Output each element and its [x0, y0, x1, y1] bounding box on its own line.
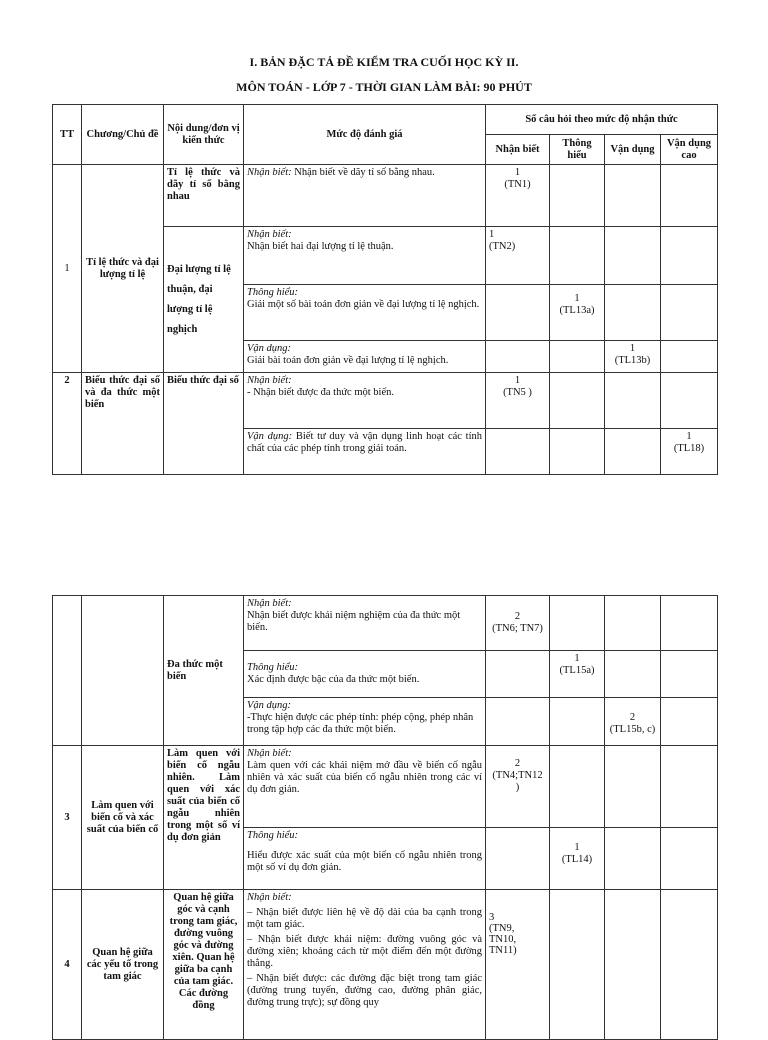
count-thonghieu [550, 698, 605, 746]
row-tt: 4 [53, 890, 82, 1040]
level-text: Biết tư duy và vận dụng linh hoạt các tính chất của các phép tính trong giải toán. [247, 431, 482, 454]
level-label: Vận dụng: [247, 343, 292, 354]
level-label: Thông hiểu: [247, 662, 299, 673]
count-vandung [605, 890, 661, 1040]
count-nhanbiet [486, 429, 550, 475]
header-vandungcao: Vận dụng cao [661, 135, 718, 165]
row-noidung: Đại lượng tỉ lệ thuận, đại lượng tỉ lệ nghịch [164, 227, 244, 373]
count-vandungcao [661, 746, 718, 828]
count-thonghieu [550, 373, 605, 429]
count-vandung [605, 746, 661, 828]
count-vandungcao [661, 890, 718, 1040]
count-vandung [605, 285, 661, 341]
row-mucdo [244, 651, 486, 698]
header-socau: Số câu hỏi theo mức độ nhận thức [486, 105, 718, 135]
level-label: Nhận biết: [247, 167, 292, 178]
count-vandungcao [661, 596, 718, 651]
document-subtitle: MÔN TOÁN - LỚP 7 - THỜI GIAN LÀM BÀI: 90 PHÚT [236, 80, 532, 94]
count-thonghieu [550, 165, 605, 227]
level-label: Vận dụng: [247, 700, 292, 711]
level-bullet: – Nhận biết được khái niệm: đường vuông góc và đường xiên; khoảng cách từ một điểm đến một đường thẳng. [247, 934, 482, 969]
count-vandung [605, 373, 661, 429]
row-mucdo [244, 746, 486, 828]
header-thonghieu: Thông hiểu [550, 135, 605, 165]
count-thonghieu [550, 429, 605, 475]
level-label: Thông hiểu: [247, 830, 299, 841]
row-noidung: Làm quen với biến cố ngẫu nhiên. Làm quen với xác suất của biến cố ngẫu nhiên trong một số ví dụ đơn giản [164, 746, 244, 890]
count-nhanbiet: 1 (TN2) [486, 227, 550, 285]
row-noidung: Đa thức một biến [164, 596, 244, 746]
spec-table-part2 [52, 595, 718, 1040]
count-vandungcao [661, 698, 718, 746]
count-thonghieu [550, 227, 605, 285]
row-chuong [82, 596, 164, 746]
count-nhanbiet: 1 (TN1) [486, 165, 550, 227]
level-label: Nhận biết: [247, 375, 292, 386]
count-thonghieu [550, 746, 605, 828]
row-mucdo [244, 227, 486, 285]
row-mucdo [244, 698, 486, 746]
level-text: Xác định được bậc của đa thức một biến. [247, 674, 420, 685]
count-vandung [605, 596, 661, 651]
count-vandung [605, 227, 661, 285]
row-noidung: Biểu thức đại số [164, 373, 244, 475]
count-nhanbiet [486, 651, 550, 698]
level-text: -Thực hiện được các phép tính: phép cộng, phép nhân trong tập hợp các đa thức một biến. [247, 712, 474, 735]
count-vandungcao [661, 828, 718, 890]
level-label: Nhận biết: [247, 598, 292, 609]
count-thonghieu [550, 890, 605, 1040]
count-thonghieu [550, 341, 605, 373]
level-text: Nhận biết về dãy tỉ số bằng nhau. [291, 167, 435, 178]
row-mucdo [244, 373, 486, 429]
row-tt: 1 [53, 165, 82, 373]
count-vandungcao: 1 (TL18) [661, 429, 718, 475]
count-nhanbiet: 2 (TN6; TN7) [486, 596, 550, 651]
level-text: - Nhận biết được đa thức một biến. [247, 387, 394, 398]
spec-table-part1 [52, 104, 718, 475]
count-nhanbiet: 2 (TN4;TN12 ) [486, 746, 550, 828]
document-title: I. BẢN ĐẶC TẢ ĐỀ KIỂM TRA CUỐI HỌC KỲ II. [249, 55, 519, 69]
count-vandungcao [661, 373, 718, 429]
count-nhanbiet [486, 285, 550, 341]
row-mucdo [244, 429, 486, 475]
level-label: Nhận biết: [247, 748, 292, 759]
row-noidung: Tỉ lệ thức và dãy tỉ số bằng nhau [164, 165, 244, 227]
row-chuong: Tỉ lệ thức và đại lượng tỉ lệ [82, 165, 164, 373]
count-vandung [605, 429, 661, 475]
row-chuong: Biểu thức đại số và đa thức một biến [82, 373, 164, 475]
count-thonghieu [550, 596, 605, 651]
header-noidung: Nội dung/đơn vị kiến thức [164, 105, 244, 165]
header-chuong: Chương/Chủ đề [82, 105, 164, 165]
row-tt: 3 [53, 746, 82, 890]
row-mucdo [244, 165, 486, 227]
count-vandungcao [661, 165, 718, 227]
count-vandungcao [661, 285, 718, 341]
count-vandung [605, 165, 661, 227]
count-vandung: 2 (TL15b, c) [605, 698, 661, 746]
level-text: Giải bài toán đơn giản về đại lượng tỉ lệ nghịch. [247, 355, 449, 366]
row-mucdo [244, 828, 486, 890]
row-mucdo [244, 596, 486, 651]
count-vandungcao [661, 341, 718, 373]
count-thonghieu: 1 (TL14) [550, 828, 605, 890]
count-nhanbiet: 1 (TN5 ) [486, 373, 550, 429]
header-tt: TT [53, 105, 82, 165]
level-label: Nhận biết: [247, 892, 292, 903]
count-nhanbiet [486, 698, 550, 746]
header-nhanbiet: Nhận biết [486, 135, 550, 165]
row-tt [53, 596, 82, 746]
row-mucdo [244, 285, 486, 341]
level-text: Hiểu được xác suất của một biến cố ngẫu nhiên trong một số ví dụ đơn giản. [247, 850, 482, 873]
level-text: Nhận biết hai đại lượng tỉ lệ thuận. [247, 241, 394, 252]
count-nhanbiet [486, 828, 550, 890]
count-vandungcao [661, 651, 718, 698]
header-vandung: Vận dụng [605, 135, 661, 165]
count-thonghieu: 1 (TL13a) [550, 285, 605, 341]
level-label: Thông hiểu: [247, 287, 299, 298]
level-text: Làm quen với các khái niệm mở đầu về biến cố ngẫu nhiên và xác suất của biến cố ngẫu nhiên trong các ví dụ đơn giản. [247, 760, 482, 795]
row-mucdo [244, 890, 486, 1040]
count-thonghieu: 1 (TL15a) [550, 651, 605, 698]
count-nhanbiet: 3 (TN9, TN10, TN11) [486, 890, 550, 1040]
level-bullet: – Nhận biết được liên hệ về độ dài của ba cạnh trong một tam giác. [247, 907, 482, 930]
row-mucdo [244, 341, 486, 373]
count-vandung [605, 651, 661, 698]
row-noidung: Quan hệ giữa góc và cạnh trong tam giác, đường vuông góc và đường xiên. Quan hệ giữa ba cạnh của tam giác. Các đường đồng [164, 890, 244, 1040]
row-chuong: Làm quen với biến cố và xác suất của biến cố [82, 746, 164, 890]
row-tt: 2 [53, 373, 82, 475]
count-nhanbiet [486, 341, 550, 373]
level-text: Nhận biết được khái niệm nghiệm của đa thức một biến. [247, 610, 461, 633]
level-label: Nhận biết: [247, 229, 292, 240]
header-mucdo: Mức độ đánh giá [244, 105, 486, 165]
count-vandungcao [661, 227, 718, 285]
level-text: Giải một số bài toán đơn giản về đại lượng tỉ lệ nghịch. [247, 299, 480, 310]
row-chuong: Quan hệ giữa các yếu tố trong tam giác [82, 890, 164, 1040]
count-vandung [605, 828, 661, 890]
count-vandung: 1 (TL13b) [605, 341, 661, 373]
level-bullet: – Nhận biết được: các đường đặc biệt trong tam giác (đường trung tuyến, đường cao, đường phân giác, đường trung trực); sự đồng quy [247, 973, 482, 1008]
level-label: Vận dụng: [247, 431, 293, 442]
